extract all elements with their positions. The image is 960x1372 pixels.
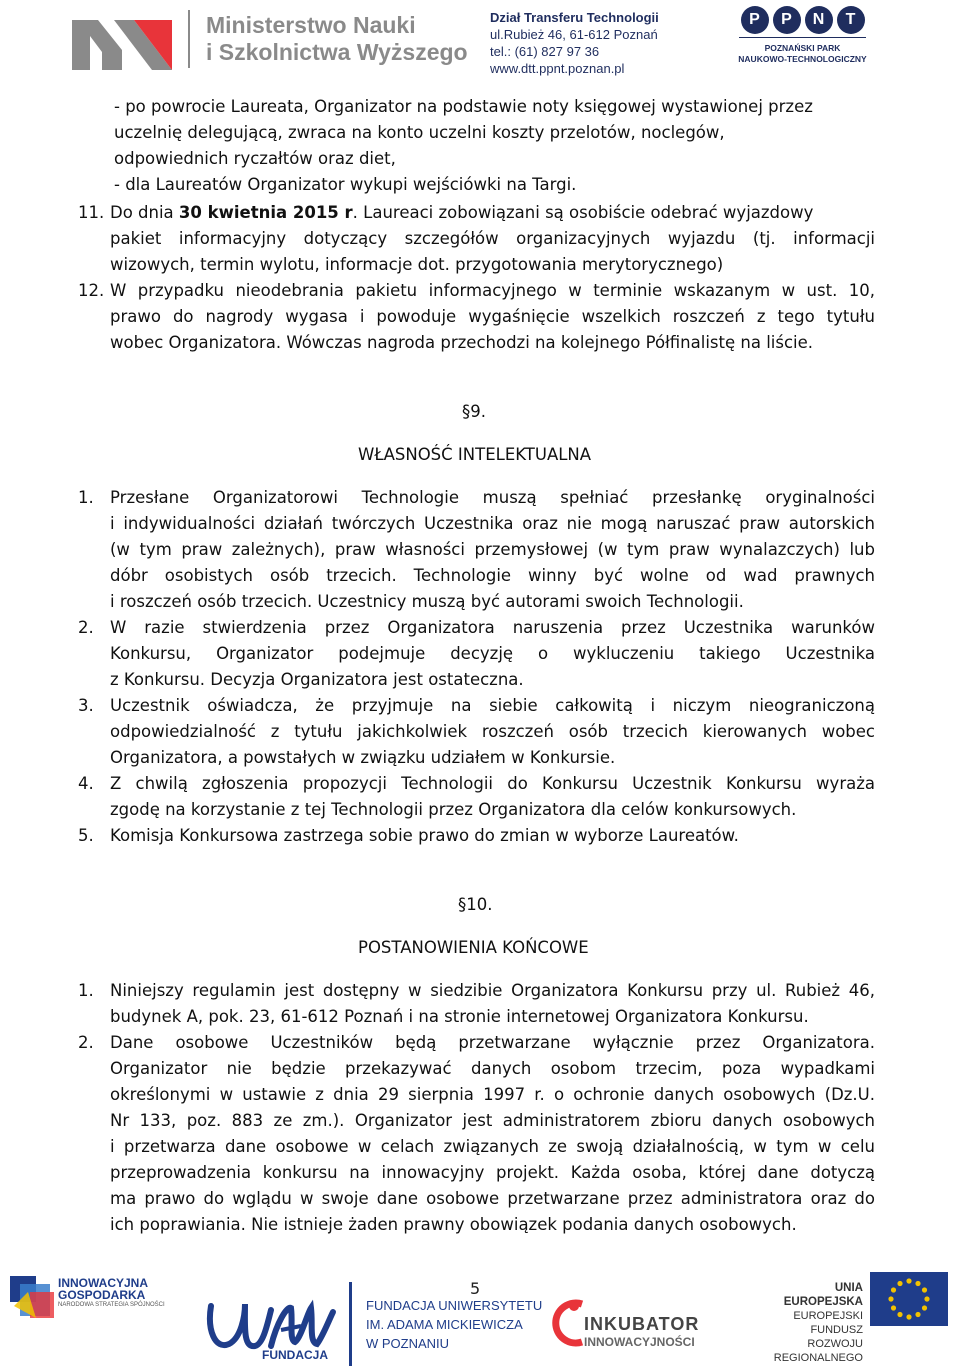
- ppnt-name: [735, 43, 870, 65]
- footer-divider: [349, 1282, 352, 1366]
- ppnt-letter: P: [773, 6, 801, 34]
- dtt-website: www.dtt.ppnt.poznan.pl: [490, 61, 625, 76]
- ig-line-1: INNOWACYJNA: [58, 1276, 149, 1290]
- dtt-name: Dział Transferu Technologii: [490, 10, 659, 25]
- s9-item1-line: i indywidualności działań twórczych Uczestnika oraz nie mogą naruszać praw autorskich: [110, 514, 875, 533]
- foundation-line-2: IM. ADAMA MICKIEWICZA: [366, 1317, 523, 1332]
- s9-item3-line: Uczestnik oświadcza, że przyjmuje na siebie całkowitą i niczym nieograniczoną: [110, 696, 875, 715]
- ppnt-letters: [735, 6, 870, 34]
- incubator-line-2: INNOWACYJNOŚCI: [584, 1335, 695, 1349]
- item11-line-1: [110, 200, 813, 226]
- ministry-name: [206, 12, 468, 66]
- s9-item3-line: odpowiedzialność z tytułu jakichkolwiek roszczeń osób trzecich kierowanych wobec: [110, 722, 875, 741]
- s9-item3-line: Organizatora, a powstałych w związku udziałem w Konkursie.: [110, 748, 616, 767]
- foundation-line-3: W POZNANIU: [366, 1336, 450, 1351]
- s10-item2-line: ma prawo do wglądu w swoje dane osobowe przetwarzane przez administratora oraz do: [110, 1189, 875, 1208]
- ministry-line-2: i Szkolnictwa Wyższego: [206, 39, 468, 65]
- dtt-contact: [490, 9, 659, 77]
- foundation-name: [366, 1296, 542, 1353]
- s9-item4-line: Z chwilą zgłoszenia propozycji Technologii do Konkursu Uczestnik Konkursu wyraża: [110, 774, 875, 793]
- intro-line: - po powrocie Laureata, Organizator na podstawie noty księgowej wystawionej przez: [114, 97, 813, 116]
- item11-date: 30 kwietnia 2015 r: [178, 203, 353, 222]
- foundation-line-1: FUNDACJA UNIWERSYTETU: [366, 1298, 543, 1313]
- s10-item1-line: budynek A, pok. 23, 61-612 Poznań i na stronie internetowej Organizatora Konkursu.: [110, 1007, 809, 1026]
- incubator-name: [584, 1314, 699, 1349]
- intro-line: - dla Laureatów Organizator wykupi wejściówki na Targi.: [114, 175, 577, 194]
- intro-line: uczelnię delegującą, zwraca na konto uczelni koszty przelotów, noclegów,: [114, 123, 725, 142]
- item12-line-2: prawo do nagrody wygasa i powoduje wygaśnięcie wszelkich roszczeń z tego tytułu: [110, 307, 875, 326]
- item11-pre: Do dnia: [110, 203, 179, 222]
- item-number: 4.: [78, 774, 94, 793]
- eu-fund-text: [763, 1281, 863, 1365]
- s9-item1-line: (w tym praw zależnych), praw własności przemysłowej (w tym praw wynalazczych) lub: [110, 540, 875, 559]
- s10-item2-line: przeprowadzenia konkursu na innowacyjny projekt. Każda osoba, której dane dotyczą: [110, 1163, 875, 1182]
- dtt-address: ul.Rubież 46, 61-612 Poznań: [490, 27, 658, 42]
- ppnt-letter: T: [837, 6, 865, 34]
- item11-line-3: wizowych, termin wylotu, informacje dot. przygotowania merytorycznego): [110, 255, 724, 274]
- uam-foundation-label: FUNDACJA: [262, 1348, 328, 1362]
- item11-post: . Laureaci zobowiązani są osobiście odebrać wyjazdowy: [352, 203, 814, 222]
- section-title: WŁASNOŚĆ INTELEKTUALNA: [358, 445, 592, 464]
- ppnt-rule: [739, 37, 866, 38]
- eu-line-3: ROZWOJU REGIONALNEGO: [773, 1338, 863, 1364]
- incubator-line-1: INKUBATOR: [584, 1314, 700, 1334]
- s10-item2-line: Dane osobowe Uczestników będą przetwarzane wyłącznie przez Organizatora.: [110, 1033, 875, 1052]
- item-number: 2.: [78, 1033, 94, 1052]
- s10-item2-line: ich poprawiania. Nie istnieje żaden prawny obowiązek podania danych osobowych.: [110, 1215, 797, 1234]
- ministry-logo-icon: [72, 14, 172, 70]
- ppnt-letter: N: [805, 6, 833, 34]
- page-number: 5: [470, 1279, 481, 1298]
- ppnt-letter: P: [741, 6, 769, 34]
- item12-line-1: W przypadku nieodebrania pakietu informacyjnego w terminie wskazanym w ust. 10,: [110, 281, 875, 300]
- item-number: 12.: [78, 281, 105, 300]
- ig-line-2: GOSPODARKA: [58, 1288, 146, 1302]
- item-number: 5.: [78, 826, 94, 845]
- s10-item2-line: i przetwarza dane osobowe w celach związanych ze swoją działalnością, w tym w celu: [110, 1137, 875, 1156]
- item12-line-3: wobec Organizatora. Wówczas nagroda przechodzi na kolejnego Półfinalistę na liście.: [110, 333, 814, 352]
- s10-item2-line: Nr 133, poz. 883 ze zm.). Organizator jest administratorem zbioru danych osobowych: [110, 1111, 875, 1130]
- ppnt-line-2: NAUKOWO-TECHNOLOGICZNY: [738, 54, 867, 64]
- s10-item2-line: Organizator nie będzie przekazywać danych osobom trzecim, poza wypadkami: [110, 1059, 875, 1078]
- ig-line-3: NARODOWA STRATEGIA SPÓJNOŚCI: [58, 1302, 165, 1308]
- dtt-phone: tel.: (61) 827 97 36: [490, 44, 600, 59]
- intro-line: odpowiednich ryczałtów oraz diet,: [114, 149, 396, 168]
- s9-item2-line: z Konkursu. Decyzja Organizatora jest ostateczna.: [110, 670, 524, 689]
- s10-item1-line: Niniejszy regulamin jest dostępny w siedzibie Organizatora Konkursu przy ul. Rubież 46,: [110, 981, 875, 1000]
- section-number: §9.: [462, 402, 486, 421]
- page-header: [0, 0, 960, 82]
- eu-line-1: UNIA EUROPEJSKA: [783, 1282, 863, 1308]
- s9-item5-line: Komisja Konkursowa zastrzega sobie prawo do zmian w wyborze Laureatów.: [110, 826, 739, 845]
- s10-item2-line: określonymi w ustawie z dnia 29 sierpnia 1997 r. o ochronie danych osobowych (Dz.U.: [110, 1085, 875, 1104]
- item11-line-2: pakiet informacyjny dotyczący szczegółów organizacyjnych wyjazdu (tj. informacji: [110, 229, 875, 248]
- ppnt-line-1: POZNAŃSKI PARK: [764, 43, 841, 53]
- header-divider: [188, 10, 190, 68]
- item-number: 2.: [78, 618, 94, 637]
- item-number: 1.: [78, 981, 94, 1000]
- s9-item1-line: Przesłane Organizatorowi Technologie muszą spełniać przesłankę oryginalności: [110, 488, 875, 507]
- eu-flag-icon: [870, 1272, 948, 1326]
- item-number: 1.: [78, 488, 94, 507]
- s9-item4-line: zgodę na korzystanie z tej Technologii przez Organizatora dla celów konkursowych.: [110, 800, 797, 819]
- innovative-economy-text: [58, 1277, 165, 1309]
- section-title: POSTANOWIENIA KOŃCOWE: [358, 938, 589, 957]
- s9-item1-line: dóbr osobistych osób trzecich. Technologie winny być wolne od wad prawnych: [110, 566, 875, 585]
- ministry-line-1: Ministerstwo Nauki: [206, 12, 416, 38]
- s9-item2-line: Konkursu, Organizator podejmuje decyzję o wykluczeniu takiego Uczestnika: [110, 644, 875, 663]
- s9-item1-line: i roszczeń osób trzecich. Uczestnicy muszą być autorami swoich Technologii.: [110, 592, 744, 611]
- item-number: 11.: [78, 203, 105, 222]
- section-number: §10.: [458, 895, 493, 914]
- ppnt-logo: [735, 6, 870, 76]
- item-number: 3.: [78, 696, 94, 715]
- eu-line-2: EUROPEJSKI FUNDUSZ: [793, 1310, 863, 1336]
- s9-item2-line: W razie stwierdzenia przez Organizatora naruszenia przez Uczestnika warunków: [110, 618, 875, 637]
